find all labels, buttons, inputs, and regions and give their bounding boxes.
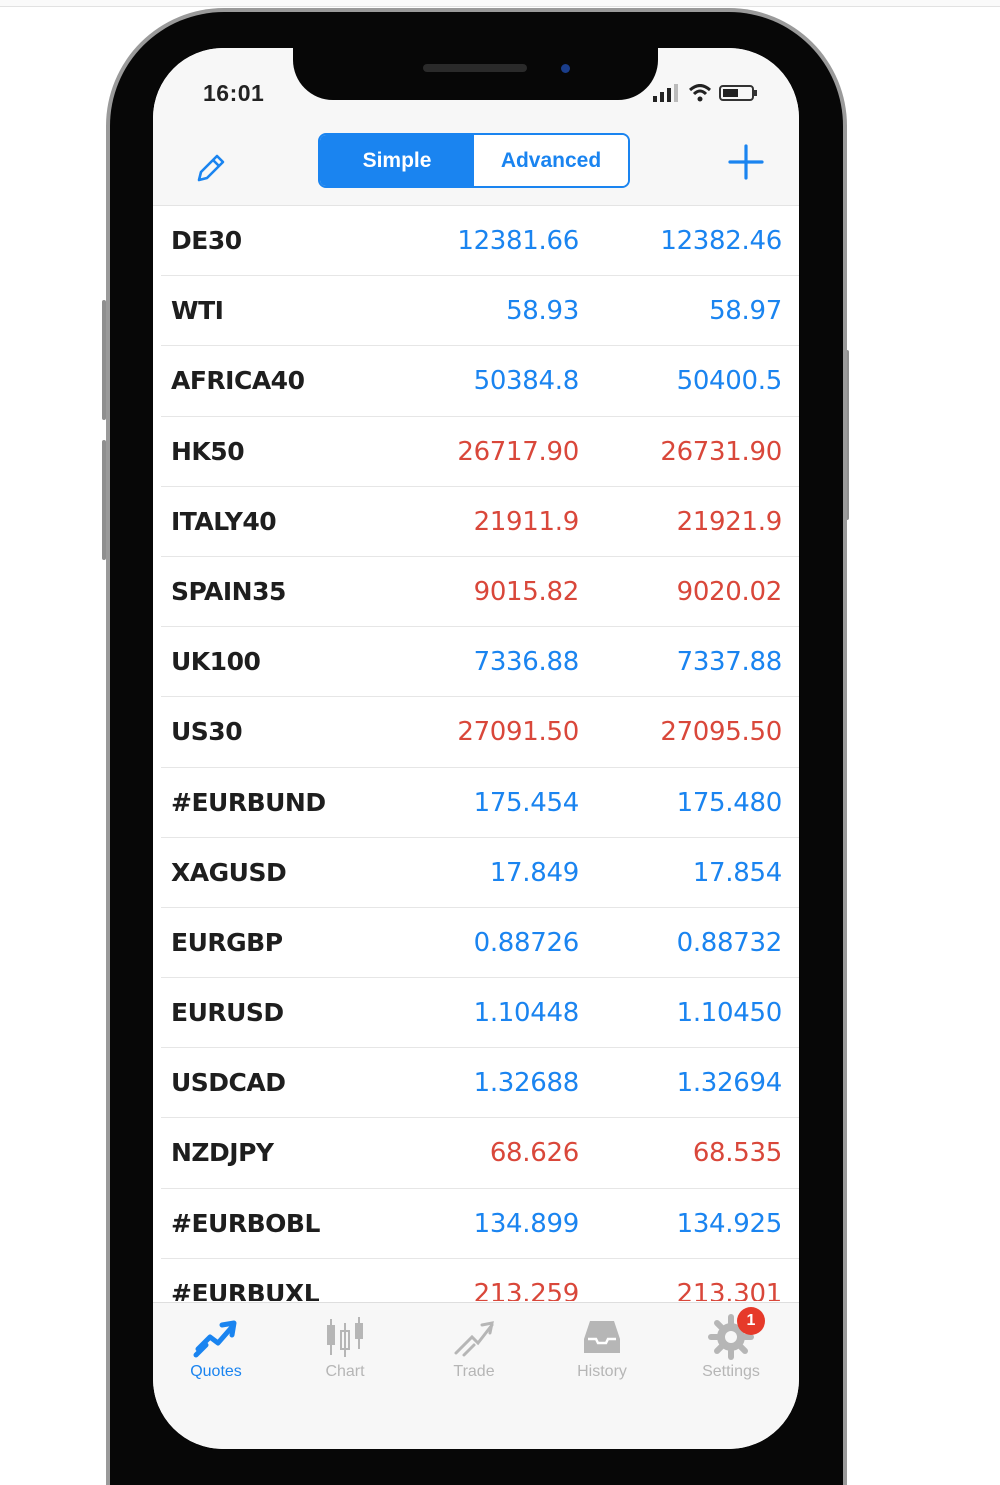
quote-row[interactable] — [161, 1118, 799, 1188]
history-icon — [578, 1313, 626, 1361]
quote-ask: 12382.46 — [660, 226, 782, 256]
bottom-tab-bar — [153, 1302, 799, 1449]
quote-row[interactable] — [161, 1048, 799, 1118]
phone-screen — [153, 48, 799, 1449]
wifi-icon — [688, 84, 712, 102]
quote-ask: 213.301 — [676, 1278, 782, 1301]
quote-ask: 21921.9 — [676, 506, 782, 537]
tab-label: Chart — [325, 1363, 365, 1380]
quote-bid: 12381.66 — [457, 226, 579, 256]
quote-ask: 0.88732 — [676, 927, 782, 958]
pencil-icon — [193, 150, 229, 186]
quote-row[interactable] — [161, 417, 799, 487]
quote-symbol: US30 — [171, 717, 243, 747]
quote-ask: 17.854 — [692, 857, 782, 888]
tab-trade[interactable] — [419, 1313, 529, 1393]
quote-ask: 9020.02 — [676, 576, 782, 607]
speaker — [423, 64, 527, 72]
quote-symbol: EURGBP — [171, 927, 283, 957]
quote-row[interactable] — [161, 1259, 799, 1301]
plus-icon — [727, 143, 765, 181]
quote-row[interactable] — [161, 206, 799, 276]
quote-bid: 58.93 — [506, 296, 579, 327]
quote-symbol: WTI — [171, 296, 224, 326]
gear-icon — [707, 1313, 755, 1361]
quote-row[interactable] — [161, 1189, 799, 1259]
quote-symbol: NZDJPY — [171, 1138, 274, 1168]
tab-settings[interactable] — [676, 1313, 786, 1393]
quote-bid: 134.899 — [473, 1208, 579, 1239]
tab-chart[interactable] — [290, 1313, 400, 1393]
quotes-icon — [192, 1313, 240, 1361]
notch — [293, 48, 658, 100]
quote-symbol: EURUSD — [171, 998, 284, 1028]
quote-symbol: #EURBOBL — [171, 1208, 320, 1238]
quote-symbol: #EURBUXL — [171, 1278, 320, 1301]
tab-label: Trade — [453, 1363, 495, 1380]
quote-ask: 27095.50 — [660, 717, 782, 748]
quote-ask: 134.925 — [676, 1208, 782, 1239]
quote-symbol: XAGUSD — [171, 857, 287, 887]
settings-badge: 1 — [737, 1307, 765, 1335]
quote-symbol: UK100 — [171, 647, 261, 677]
edit-button[interactable] — [191, 148, 231, 188]
quote-row[interactable] — [161, 768, 799, 838]
add-symbol-button[interactable] — [724, 140, 768, 184]
quote-symbol: DE30 — [171, 226, 242, 255]
quote-symbol: #EURBUND — [171, 787, 326, 817]
quote-row[interactable] — [161, 697, 799, 767]
quote-ask: 58.97 — [709, 296, 782, 327]
quote-ask: 26731.90 — [660, 436, 782, 467]
quote-ask: 175.480 — [676, 787, 782, 818]
quote-bid: 9015.82 — [473, 576, 579, 607]
tab-label: Quotes — [190, 1363, 242, 1380]
quote-symbol: SPAIN35 — [171, 576, 286, 606]
quote-row[interactable] — [161, 346, 799, 416]
quote-symbol: AFRICA40 — [171, 366, 305, 396]
quote-bid: 7336.88 — [473, 647, 579, 678]
quote-bid: 21911.9 — [473, 506, 579, 537]
quote-bid: 26717.90 — [457, 436, 579, 467]
quote-row[interactable] — [161, 908, 799, 978]
quote-ask: 1.32694 — [676, 1068, 782, 1099]
quote-ask: 7337.88 — [676, 647, 782, 678]
quote-symbol: ITALY40 — [171, 506, 277, 536]
quote-bid: 27091.50 — [457, 717, 579, 748]
status-icons — [653, 82, 759, 104]
quote-bid: 68.626 — [489, 1138, 579, 1169]
quote-row[interactable] — [161, 557, 799, 627]
quotes-list — [153, 206, 799, 1301]
view-mode-toggle — [318, 133, 630, 188]
chart-icon — [321, 1313, 369, 1361]
quote-ask: 68.535 — [692, 1138, 782, 1169]
quote-bid: 1.10448 — [473, 998, 579, 1029]
tab-label: History — [577, 1363, 627, 1380]
quote-bid: 50384.8 — [473, 366, 579, 397]
quote-ask: 50400.5 — [676, 366, 782, 397]
quote-bid: 17.849 — [489, 857, 579, 888]
battery-icon — [719, 84, 759, 102]
mode-advanced-tab[interactable]: Advanced — [474, 135, 628, 186]
browser-top-rule — [0, 0, 1000, 7]
quote-row[interactable] — [161, 838, 799, 908]
tab-label: Settings — [702, 1363, 760, 1380]
quote-symbol: HK50 — [171, 436, 245, 466]
front-camera — [561, 64, 570, 73]
mode-simple-tab[interactable]: Simple — [320, 135, 474, 186]
tab-history[interactable] — [547, 1313, 657, 1393]
trade-icon — [450, 1313, 498, 1361]
quote-row[interactable] — [161, 276, 799, 346]
quote-bid: 1.32688 — [473, 1068, 579, 1099]
quote-row[interactable] — [161, 627, 799, 697]
quote-bid: 213.259 — [473, 1278, 579, 1301]
quote-ask: 1.10450 — [676, 998, 782, 1029]
quote-bid: 175.454 — [473, 787, 579, 818]
quote-row[interactable] — [161, 978, 799, 1048]
status-time: 16:01 — [203, 80, 265, 106]
quote-bid: 0.88726 — [473, 927, 579, 958]
quotes-toolbar — [153, 128, 799, 206]
quote-symbol: USDCAD — [171, 1068, 286, 1098]
tab-quotes[interactable] — [161, 1313, 271, 1393]
signal-icon — [653, 84, 681, 102]
quote-row[interactable] — [161, 487, 799, 557]
